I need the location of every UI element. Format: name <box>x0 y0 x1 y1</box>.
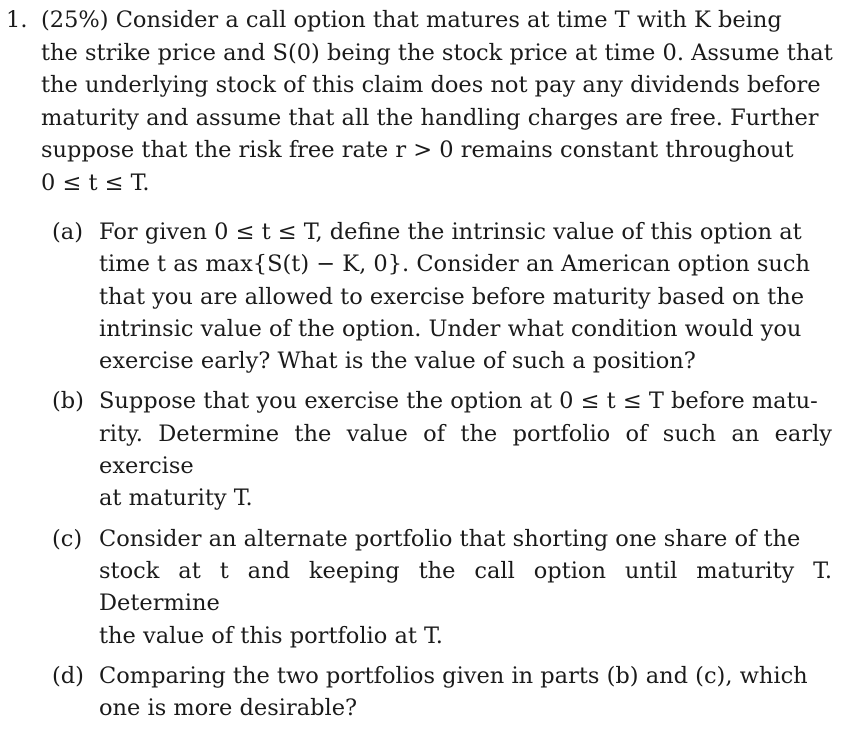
part-line: Suppose that you exercise the option at 0 ≤ t ≤ T before matu- <box>99 388 818 415</box>
problem-line: maturity and assume that all the handling charges are free. Further <box>41 104 819 131</box>
problem-line: 0 ≤ t ≤ T. <box>41 169 150 196</box>
part-line: Consider an alternate portfolio that shorting one share of the <box>99 525 801 552</box>
part-line: stock at t and keeping the call option until maturity T. Determine <box>99 557 832 617</box>
part-label: (b) <box>52 388 84 415</box>
problem-number: 1. <box>6 7 28 33</box>
part-line: intrinsic value of the option. Under what condition would you <box>99 315 802 342</box>
part-label: (c) <box>52 525 83 552</box>
part-line: exercise early? What is the value of such a position? <box>99 348 696 375</box>
part-line: the value of this portfolio at T. <box>99 622 443 649</box>
problem-line: the underlying stock of this claim does not pay any dividends before <box>41 72 821 98</box>
problem-line: the strike price and S(0) being the stock price at time 0. Assume that <box>41 39 833 66</box>
part-line: time t as max{S(t) − K, 0}. Consider an American option such <box>99 251 811 278</box>
part-line: that you are allowed to exercise before maturity based on the <box>99 283 805 310</box>
part-b <box>52 385 832 514</box>
part-text <box>99 385 832 514</box>
part-c <box>52 523 832 652</box>
problem-line: suppose that the risk free rate r > 0 remains constant throughout <box>41 137 794 163</box>
part-line: rity. Determine the value of the portfolio of such an early exercise <box>99 420 832 480</box>
part-line: Comparing the two portfolios given in parts (b) and (c), which <box>99 662 808 689</box>
part-label: (d) <box>52 662 84 689</box>
part-d <box>52 660 832 725</box>
part-line: For given 0 ≤ t ≤ T, define the intrinsic value of this option at <box>99 219 802 245</box>
problem-1 <box>6 4 834 199</box>
sub-questions <box>52 216 832 732</box>
part-line: at maturity T. <box>99 485 253 512</box>
part-text <box>99 660 832 725</box>
part-line: one is more desirable? <box>99 695 358 722</box>
problem-text <box>41 4 834 199</box>
part-text <box>99 523 832 652</box>
part-label: (a) <box>52 219 83 245</box>
problem-statement <box>6 4 834 199</box>
part-a <box>52 216 832 377</box>
problem-line: (25%) Consider a call option that matures at time T with K being <box>41 7 782 33</box>
part-text <box>99 216 832 377</box>
